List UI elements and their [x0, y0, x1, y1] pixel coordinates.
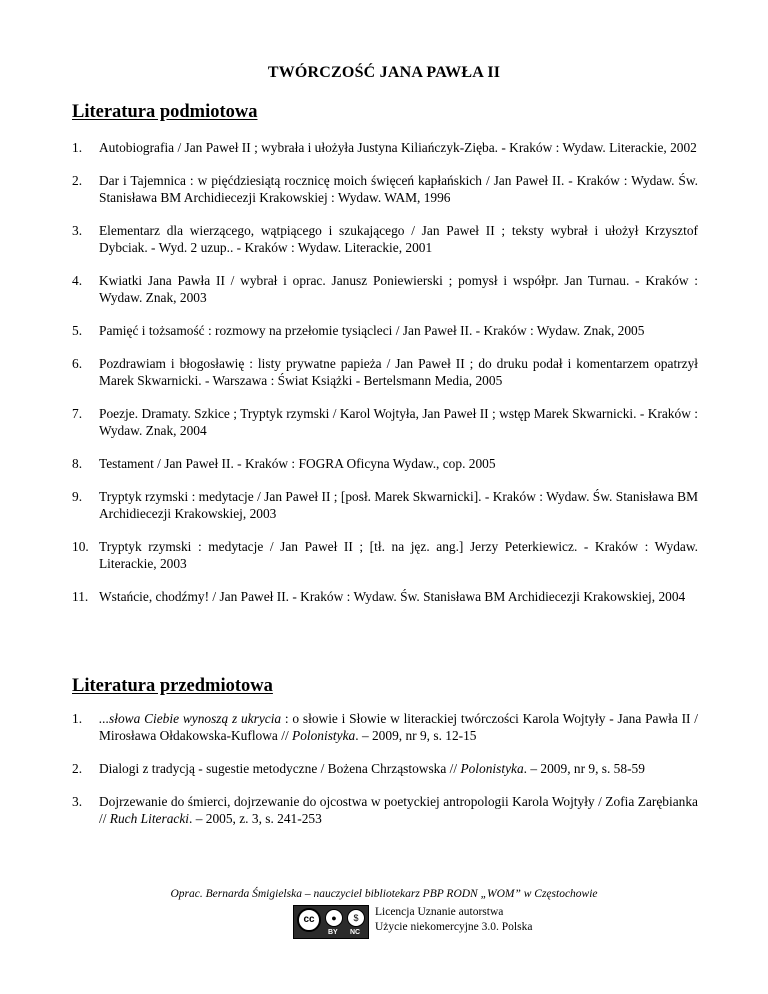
list-item	[72, 139, 698, 156]
license-line-1: Licencja Uznanie autorstwa	[375, 906, 504, 918]
list-item	[72, 588, 698, 605]
list-item	[72, 172, 698, 206]
item-number: 5.	[72, 323, 83, 338]
item-number: 3.	[72, 794, 83, 809]
item-number: 2.	[72, 173, 83, 188]
list-item	[72, 355, 698, 389]
item-title-italic: ...słowa Ciebie wynoszą z ukrycia	[99, 711, 282, 726]
badge-by-label: BY	[328, 929, 338, 936]
item-text: Autobiografia / Jan Paweł II ; wybrała i ułożyła Justyna Kiliańczyk-Zięba. - Kraków : Wydaw. Literackie, 2002	[99, 140, 697, 155]
item-number: 1.	[72, 140, 83, 155]
item-number: 4.	[72, 273, 83, 288]
no-dollar-icon: $	[347, 909, 365, 927]
item-journal: Polonistyka	[292, 728, 356, 743]
item-number: 10.	[72, 539, 89, 554]
footer-credit: Oprac. Bernarda Śmigielska – nauczyciel bibliotekarz PBP RODN „WOM” w Częstochowie	[170, 888, 598, 900]
item-text: Dialogi z tradycją - sugestie metodyczne / Bożena Chrząstowska //	[99, 761, 461, 776]
item-text: Dar i Tajemnica : w pięćdziesiątą rocznicę moich święceń kapłańskich / Jan Paweł II. - Kraków : Wydaw. Św. Stanisława BM Archidiecezji Krakowskiej : Wydaw. WAM, 1996	[99, 173, 698, 205]
item-text: Dojrzewanie do śmierci, dojrzewanie do ojcostwa w poetyckiej antropologii Karola Wojtyły / Zofia Zarębianka //	[99, 794, 698, 826]
person-icon: ●	[325, 909, 343, 927]
section-heading-podmiotowa: Literatura podmiotowa	[72, 102, 258, 122]
list-item	[72, 538, 698, 572]
item-number: 8.	[72, 456, 83, 471]
item-number: 3.	[72, 223, 83, 238]
bibliography-list-podmiotowa	[72, 139, 698, 621]
list-item	[72, 455, 698, 472]
item-text: Testament / Jan Paweł II. - Kraków : FOGRA Oficyna Wydaw., cop. 2005	[99, 456, 496, 471]
item-text: Poezje. Dramaty. Szkice ; Tryptyk rzymski / Karol Wojtyła, Jan Paweł II ; wstęp Marek Skwarnicki. - Kraków : Wydaw. Znak, 2004	[99, 406, 698, 438]
item-text: Elementarz dla wierzącego, wątpiącego i szukającego / Jan Paweł II ; teksty wybrał i ułożył Krzysztof Dybciak. - Wyd. 2 uzup.. - Kraków : Wydaw. Literackie, 2001	[99, 223, 698, 255]
cc-license-badge[interactable]	[293, 905, 369, 939]
list-item	[72, 793, 698, 827]
item-number: 9.	[72, 489, 83, 504]
item-number: 1.	[72, 711, 83, 726]
item-text: Tryptyk rzymski : medytacje / Jan Paweł II ; [posł. Marek Skwarnicki]. - Kraków : Wydaw. Św. Stanisława BM Archidiecezji Krakowskiej, 2003	[99, 489, 698, 521]
list-item	[72, 405, 698, 439]
list-item	[72, 222, 698, 256]
item-tail: . – 2009, nr 9, s. 12-15	[355, 728, 477, 743]
list-item	[72, 760, 698, 777]
list-item	[72, 710, 698, 744]
item-text: Pozdrawiam i błogosławię : listy prywatne papieża / Jan Paweł II ; do druku podał i komentarzem opatrzył Marek Skwarnicki. - Warszawa : Świat Książki - Bertelsmann Media, 2005	[99, 356, 698, 388]
license-line-2: Użycie niekomercyjne 3.0. Polska	[375, 921, 533, 933]
item-number: 6.	[72, 356, 83, 371]
section-heading-przedmiotowa: Literatura przedmiotowa	[72, 676, 273, 696]
cc-logo-icon: cc	[297, 908, 321, 932]
item-journal: Polonistyka	[460, 761, 524, 776]
item-text: : o słowie i Słowie w literackiej twórczości Karola Wojtyły - Jana Pawła II / Mirosława Ołdakowska-Kuflowa //	[99, 711, 698, 743]
item-tail: . – 2009, nr 9, s. 58-59	[523, 761, 645, 776]
item-text: Pamięć i tożsamość : rozmowy na przełomie tysiącleci / Jan Paweł II. - Kraków : Wydaw. Znak, 2005	[99, 323, 645, 338]
badge-nc-label: NC	[350, 929, 361, 936]
list-item	[72, 322, 698, 339]
license-text	[375, 905, 532, 935]
item-text: Tryptyk rzymski : medytacje / Jan Paweł II ; [tł. na jęz. ang.] Jerzy Peterkiewicz. - Kraków : Wydaw. Literackie, 2003	[99, 539, 698, 571]
item-number: 2.	[72, 761, 83, 776]
item-number: 11.	[72, 589, 89, 604]
item-number: 7.	[72, 406, 83, 421]
item-journal: Ruch Literacki	[109, 811, 190, 826]
item-tail: . – 2005, z. 3, s. 241-253	[189, 811, 322, 826]
list-item	[72, 488, 698, 522]
item-text: Kwiatki Jana Pawła II / wybrał i oprac. Janusz Poniewierski ; pomysł i współpr. Jan Turnau. - Kraków : Wydaw. Znak, 2003	[99, 273, 698, 305]
document-title: TWÓRCZOŚĆ JANA PAWŁA II	[267, 64, 501, 81]
list-item	[72, 272, 698, 306]
bibliography-list-przedmiotowa	[72, 710, 698, 843]
item-text: Wstańcie, chodźmy! / Jan Paweł II. - Kraków : Wydaw. Św. Stanisława BM Archidiecezji Krakowskiej, 2004	[99, 589, 686, 604]
